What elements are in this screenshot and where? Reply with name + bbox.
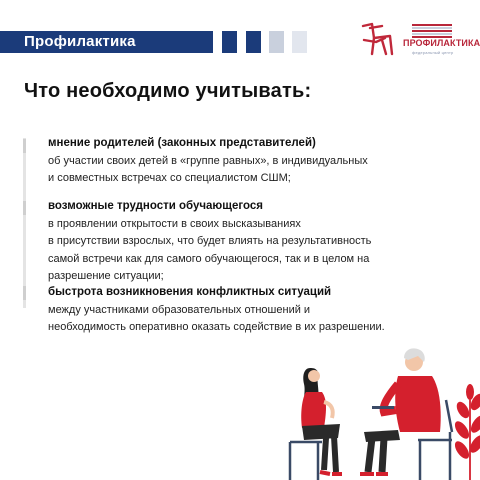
page-heading: Что необходимо учитывать: (24, 80, 312, 102)
chair-logo-icon (360, 20, 398, 56)
item-line: и совместных встречах со специалистом СШМ; (48, 172, 291, 184)
item-line: разрешение ситуации; (48, 270, 164, 282)
item-line: в проявлении открытости в своих высказываниях (48, 217, 301, 230)
man-figure (360, 348, 452, 480)
item-line: об участии своих детей в «группе равных», в индивидуальных (48, 154, 368, 167)
woman-figure (290, 368, 342, 480)
timeline-marker-1 (23, 139, 26, 153)
item-line: самой встречи как для самого обучающегося, так и в целом на (48, 252, 370, 265)
item-title: возможные трудности обучающегося (48, 200, 263, 212)
list-item (48, 284, 458, 337)
header-square-4 (292, 31, 307, 53)
logo-name: ПРОФИЛАКТИКА (403, 38, 480, 48)
list-item (48, 198, 458, 286)
timeline-marker-3 (23, 286, 26, 300)
header-title: Профилактика (24, 33, 136, 50)
header-square-3 (269, 31, 284, 53)
item-title: мнение родителей (законных представителей) (48, 137, 316, 149)
timeline-marker-2 (23, 201, 26, 215)
logo-subtitle: федеральный центр (412, 50, 454, 55)
header-square-2 (246, 31, 261, 53)
illustration (280, 340, 480, 480)
plant-icon (452, 384, 480, 480)
header-square-1 (222, 31, 237, 53)
item-line: в присутствии взрослых, что будет влиять на результативность (48, 235, 372, 247)
item-title: быстрота возникновения конфликтных ситуаций (48, 286, 332, 298)
item-line: между участниками образовательных отношений и (48, 303, 311, 316)
list-item (48, 135, 458, 188)
item-line: необходимость оперативно оказать содействие в их разрешении. (48, 321, 385, 333)
timeline-line (23, 138, 26, 308)
logo-bars-icon (408, 24, 456, 38)
